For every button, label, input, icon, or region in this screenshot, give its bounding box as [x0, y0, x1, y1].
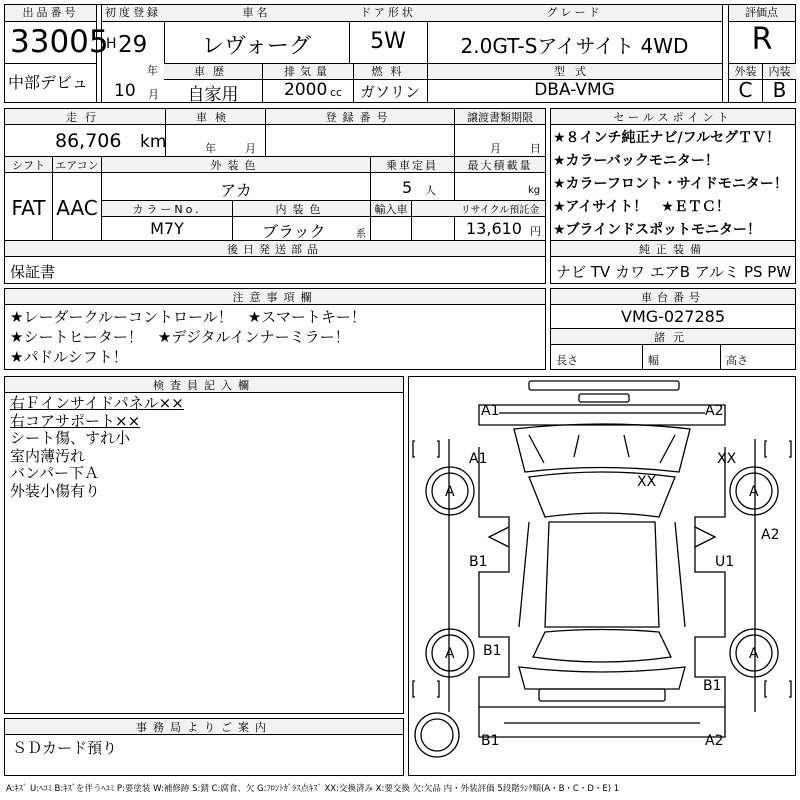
- first-reg-month: 10: [114, 81, 136, 101]
- fuel-value: ガソリン: [359, 83, 420, 101]
- history-value: 自家用: [187, 85, 239, 105]
- door-type: 5W: [370, 29, 406, 54]
- selling-points-list: [553, 127, 795, 242]
- list-item: 室内薄汚れ: [10, 446, 86, 465]
- import-header: 輸入車: [374, 203, 408, 216]
- width-label: 幅: [648, 354, 659, 367]
- damage-mark-xx-center: XX: [637, 474, 657, 490]
- length-label: 長さ: [556, 354, 578, 367]
- ext-color-value: アカ: [220, 181, 252, 200]
- model-code-header: 型式: [428, 64, 722, 79]
- list-item: 右Ｆインサイドパネル××: [10, 394, 184, 412]
- car-name-header: 車名: [164, 5, 350, 22]
- damage-mark-b1-rear-right: B1: [703, 678, 722, 694]
- genuine-equipment-header: 純正装備: [639, 243, 707, 256]
- dimensions-header: 諸元: [654, 331, 692, 344]
- int-color-value: ブラック: [262, 222, 326, 241]
- damage-mark-b1-bottom: B1: [481, 733, 500, 749]
- damage-mark-a2-right: A2: [761, 527, 780, 543]
- first-reg-year: 29: [118, 32, 148, 58]
- transfer-deadline-header: 譲渡書類期限: [467, 111, 533, 124]
- car-name: レヴォーグ: [201, 34, 312, 59]
- selling-points-header: セールスポイント: [613, 111, 733, 124]
- venue-name: 中部デビュ: [8, 73, 89, 92]
- damage-mark-u1-right: U1: [715, 554, 735, 570]
- damage-mark-a-wheel-rl: A: [445, 646, 455, 662]
- mileage-value: 86,706: [55, 130, 122, 152]
- notes-header: 注意事項欄: [232, 291, 318, 304]
- inspection-month-unit: 月: [245, 142, 256, 155]
- transfer-month-unit: 月: [490, 142, 501, 155]
- capacity-value: 5: [402, 178, 413, 197]
- displacement-value: 2000: [284, 80, 328, 100]
- later-parts-header: 後日発送部品: [227, 243, 323, 256]
- damage-mark-a2-top: A2: [705, 403, 724, 419]
- list-item: ★シートヒーター！ ★デジタルインナーミラー！: [10, 328, 350, 346]
- cc-unit: cc: [330, 86, 343, 99]
- list-item: ★カラーフロント・サイドモニター！: [553, 176, 788, 192]
- yen-unit: 円: [530, 225, 541, 238]
- era-letter: H: [106, 36, 117, 52]
- transfer-day-unit: 日: [530, 142, 541, 155]
- chassis-no-header: 車台番号: [641, 291, 705, 304]
- fuel-header: 燃料: [354, 64, 427, 79]
- int-color-header: 内装色: [275, 203, 327, 216]
- km-unit: km: [140, 132, 167, 152]
- persons-unit: 人: [425, 184, 436, 197]
- inspection-year-unit: 年: [205, 142, 216, 155]
- office-notice-value: ＳＤカード預り: [12, 739, 118, 757]
- capacity-header: 乗車定員: [386, 159, 438, 172]
- grade-header: グレード: [427, 5, 723, 22]
- recycle-value: 13,610: [466, 219, 522, 238]
- damage-diagram: [408, 376, 796, 776]
- aircon-header: エアコン: [55, 159, 99, 172]
- shift-value: FAT: [11, 196, 46, 220]
- list-item: ★カラーバックモニター！: [553, 153, 719, 169]
- inspector-notes-header: 検査員記入欄: [153, 379, 255, 392]
- recycle-header: リサイクル預託金: [460, 205, 540, 216]
- office-notice-header: 事務局よりご案内: [136, 721, 272, 734]
- inspection-header: 車検: [196, 111, 234, 124]
- interior-score: B: [772, 78, 787, 102]
- damage-mark-a2-bottom: A2: [705, 733, 724, 749]
- legend-text: A:ｷｽﾞ U:ﾍｺﾐ B:ｷｽﾞを伴うﾍｺﾐ P:要塗装 W:補修跡 S:錆 C:腐食、欠 G:ﾌﾛﾝﾄｶﾞﾗｽ点ｷｽﾞ XX:交換済み X:要交換 欠:欠品 内・外装評価 5段階ﾗﾝｸ順(A・B・C・D・E) 1: [6, 784, 620, 794]
- registration-header: 登録番号: [325, 111, 394, 124]
- genuine-equipment-value: ナビ TV カワ エアB アルミ PS PW: [556, 263, 792, 281]
- damage-mark-b1-left: B1: [469, 554, 488, 570]
- list-item: ★アイサイト！ ★ＥＴＣ！: [553, 199, 730, 215]
- model-code-value: DBA-VMG: [534, 80, 615, 100]
- chassis-no-value: VMG-027285: [621, 307, 725, 326]
- kg-unit: kg: [528, 185, 541, 196]
- damage-mark-a1-top: A1: [481, 403, 500, 419]
- list-item: ★ブラインドスポットモニター！: [553, 222, 761, 238]
- interior-header: 内装: [763, 64, 796, 79]
- history-header: 車歴: [164, 64, 262, 79]
- damage-mark-a-wheel-rr: A: [749, 646, 759, 662]
- list-item: バンパー下Ａ: [10, 464, 99, 482]
- list-item: シート傷、すれ小: [10, 429, 131, 447]
- damage-mark-a-wheel-fl: A: [445, 484, 455, 500]
- grade: 2.0GT-Sアイサイト 4WD: [460, 34, 689, 58]
- damage-mark-b1-rear-left: B1: [483, 643, 502, 659]
- score-header: 評価点: [728, 5, 795, 22]
- displacement-header: 排気量: [263, 64, 353, 79]
- damage-mark-a1-left: A1: [469, 451, 488, 467]
- shift-header: シフト: [12, 159, 45, 172]
- lot-number: 33005: [10, 24, 109, 60]
- aircon-value: AAC: [56, 196, 98, 220]
- later-parts-value: 保証書: [10, 263, 56, 281]
- color-no-value: M7Y: [150, 219, 184, 238]
- notes-list: [10, 307, 366, 367]
- exterior-score: C: [738, 78, 753, 102]
- damage-mark-a-wheel-fr: A: [749, 484, 759, 500]
- max-load-header: 最大積載量: [467, 159, 533, 172]
- year-unit: 年: [147, 64, 158, 77]
- list-item: 右コアサポート××: [10, 411, 141, 430]
- height-label: 高さ: [726, 354, 748, 367]
- ext-color-header: 外装色: [210, 159, 262, 172]
- lot-no-header: 出品番号: [5, 5, 97, 22]
- auction-score: R: [751, 22, 773, 57]
- color-suffix: 系: [356, 229, 366, 240]
- exterior-header: 外装: [729, 64, 762, 79]
- month-unit: 月: [148, 88, 159, 101]
- list-item: ★レーダークルーコントロール！ ★スマートキー！: [10, 308, 366, 326]
- damage-mark-xx-right: XX: [717, 451, 737, 467]
- door-type-header: ドア形状: [349, 5, 428, 22]
- list-item: ★パドルシフト！: [10, 348, 128, 366]
- list-item: ★８インチ純正ナビ/フルセグＴＶ！: [553, 130, 781, 146]
- car-outline-diagram: [409, 377, 795, 775]
- first-reg-header: 初度登録: [102, 5, 165, 22]
- inspector-notes-list: [10, 395, 184, 500]
- mileage-header: 走行: [66, 111, 104, 124]
- list-item: 外装小傷有り: [10, 481, 101, 500]
- color-no-header: カラーNo.: [132, 203, 202, 216]
